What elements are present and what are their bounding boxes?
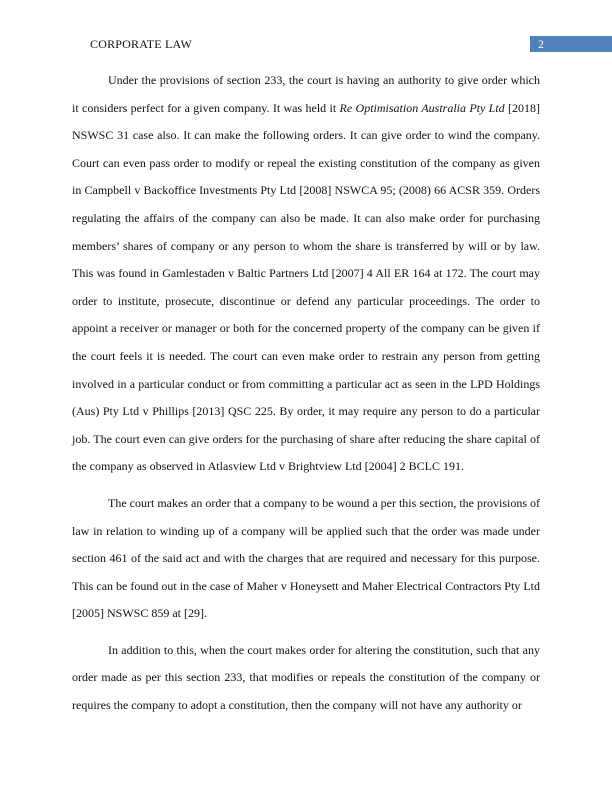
header-title: CORPORATE LAW [90,37,192,51]
page-header [0,36,612,52]
case-name-italic: Re Optimisation Australia Pty Ltd [339,100,505,115]
page-number-box [530,36,612,52]
document-body [72,67,540,729]
paragraph-1 [72,67,540,481]
paragraph-2: The court makes an order that a company to be wound a per this section, the provisions of law in relation to winding up of a company will be applied such that the order was made under section 461 of the said act and with the charges that are required and necessary for this purpose. This can be found out in the case of Maher v Honeysett and Maher Electrical Contractors Pty Ltd [2005] NSWSC 859 at [29]. [72,495,540,621]
paragraph-1-text-b: [2018] NSWSC 31 case also. It can make the following orders. It can give order to wind the company. Court can even pass order to modify or repeal the existing constitution of the company as given in Campbell v Backoffice Investments Pty Ltd [2008] NSWCA 95; (2008) 66 ACSR 359. Orders regulating the affairs of the company can also be made. It can also make order for purchasing members’ shares of company or any person to whom the share is transferred by will or by law. This was found in Gamlestaden v Baltic Partners Ltd [2007] 4 All ER 164 at 172. The court may order to institute, prosecute, discontinue or defend any particular proceedings. The order to appoint a receiver or manager or both for the concerned property of the company can be given if the court feels it is needed. The court can even make order to restrain any person from getting involved in a particular conduct or from committing a particular act as seen in the LPD Holdings (Aus) Pty Ltd v Phillips [2013] QSC 225. By order, it may require any person to do a particular job. The court even can give orders for the purchasing of share after reducing the share capital of the company as observed in Atlasview Ltd v Brightview Ltd [2004] 2 BCLC 191. [72,100,541,474]
paragraph-1-text-a: Under the provisions of section 233, the court is having an authority to give order which it considers perfect for a given company. It was held it [72,73,540,115]
paragraph-3: In addition to this, when the court makes order for altering the constitution, such that any order made as per this section 233, that modifies or repeals the constitution of the company or requires the company to adopt a constitution, then the company will not have any authority or [72,642,540,713]
page-number: 2 [538,37,544,51]
